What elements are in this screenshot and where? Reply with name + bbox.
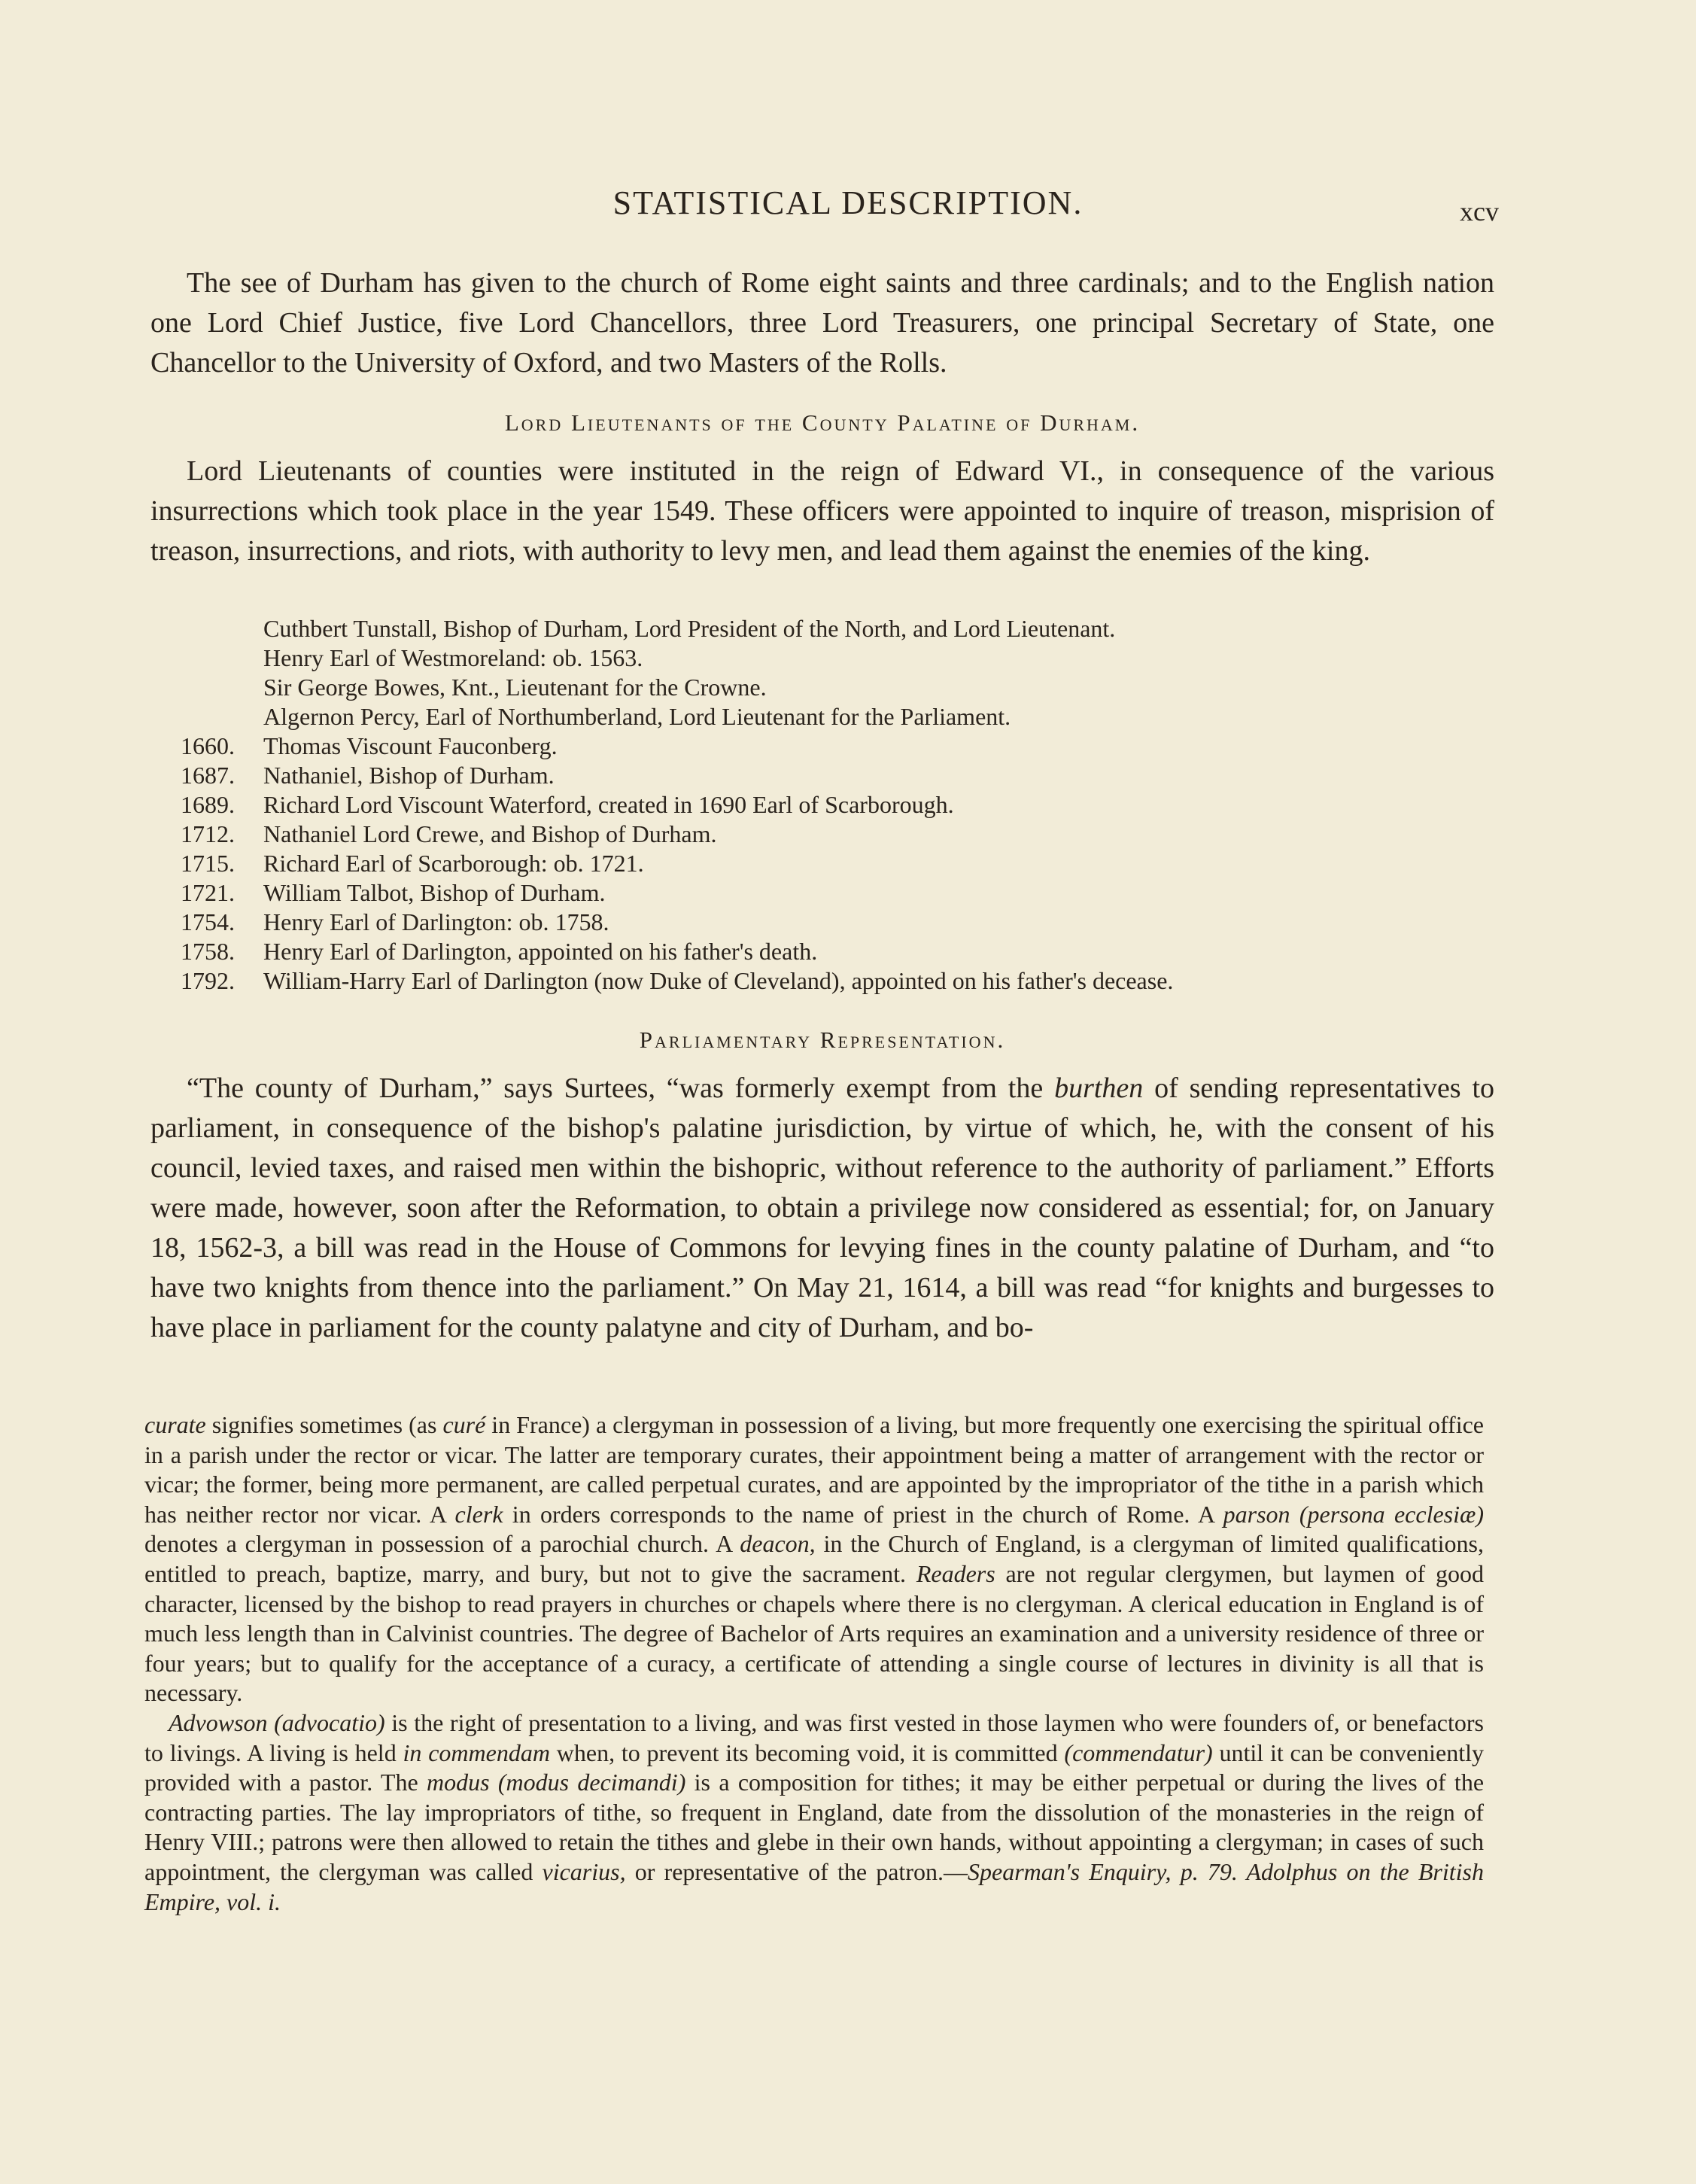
- intro-paragraph: The see of Durham has given to the church of Rome eight saints and three cardinals; and to the English nation one Lord Chief Justice, five Lord Chancellors, three Lord Treasurers, one principal Secretary of State, one Chancellor to the University of Oxford, and two Masters of the Rolls.: [150, 267, 1494, 379]
- italic-term: modus (modus decimandi): [427, 1769, 686, 1796]
- italic-term: in commendam: [403, 1738, 550, 1766]
- list-item: [181, 849, 1490, 878]
- intro-section: [150, 263, 1494, 383]
- italic-term: Readers: [916, 1559, 995, 1587]
- list-item: [181, 966, 1490, 996]
- parliamentary-heading-wrap: [150, 1027, 1494, 1054]
- list-year: 1792.: [181, 967, 235, 994]
- list-text: Henry Earl of Darlington, appointed on his father's death.: [263, 938, 818, 965]
- italic-term: burthen: [1054, 1072, 1144, 1104]
- citation: Spearman's Enquiry, p. 79. Adolphus on the British Empire, vol. i.: [144, 1857, 1485, 1915]
- list-year: 1660.: [181, 732, 235, 759]
- list-year: 1758.: [181, 938, 235, 965]
- italic-term: curate: [144, 1411, 206, 1438]
- list-item: [181, 878, 1490, 908]
- text-run: signifies sometimes (as: [205, 1411, 443, 1438]
- text-run: are not regular clergymen, but laymen of good character, licensed by the bishop to read prayers in churches or chapels where there is no clergyman. A clerical education in England is of much less length than in Calvinist countries. The degree of Bachelor of Arts requires an examination and a university residence of three or four years; but to qualify for the acceptance of a curacy, a certificate of attending a single course of lectures in divinity is all that is necessary.: [144, 1559, 1485, 1707]
- list-text: Nathaniel Lord Crewe, and Bishop of Durham.: [263, 820, 717, 847]
- lieutenants-paragraph: Lord Lieutenants of counties were instituted in the reign of Edward VI., in consequence of the various insurrections which took place in the year 1549. These officers were appointed to inquire of treason, misprision of treason, insurrections, and riots, with authority to levy men, and lead them against the enemies of the king.: [150, 455, 1494, 567]
- italic-term: (commendatur): [1064, 1738, 1213, 1766]
- list-text: William-Harry Earl of Darlington (now Duke of Cleveland), appointed on his father's decease.: [263, 967, 1174, 994]
- list-year: 1754.: [181, 908, 235, 935]
- list-item: [181, 673, 1490, 702]
- text-run: denotes a clergyman in possession of a parochial church. A: [144, 1530, 740, 1558]
- text-run: is the right of presentation to a living, and was first vested in those laymen who were founders of, or benefactors to livings. A living is held: [144, 1708, 1485, 1766]
- page-header: [0, 178, 1696, 230]
- list-text: Cuthbert Tunstall, Bishop of Durham, Lord President of the North, and Lord Lieutenant.: [263, 615, 1116, 642]
- list-text: William Talbot, Bishop of Durham.: [263, 879, 606, 906]
- list-item: [181, 790, 1490, 820]
- italic-term: deacon,: [740, 1530, 816, 1558]
- italic-term: parson (persona ecclesiæ): [1223, 1500, 1485, 1528]
- text-run: in France) a clergyman in possession of a living, but more frequently one exercising the spiritual office in a parish under the rector or vicar. The latter are temporary curates, their appointment being a matter of arrangement with the rector or vicar; the former, being more permanent, are called perpetual curates, and are appointed by the impropriator of the tithe in a parish which has neither rector nor vicar. A: [144, 1411, 1485, 1528]
- list-year: 1689.: [181, 791, 235, 818]
- list-item: [181, 614, 1490, 643]
- running-title: STATISTICAL DESCRIPTION.: [612, 184, 1084, 221]
- lieutenants-intro: [150, 452, 1494, 571]
- list-year: 1715.: [181, 850, 235, 877]
- footnote-advowson: [144, 1708, 1484, 1917]
- list-text: Nathaniel, Bishop of Durham.: [263, 762, 555, 789]
- parliamentary-paragraph: [150, 1069, 1494, 1348]
- page-number: xcv: [1460, 196, 1499, 227]
- list-text: Richard Lord Viscount Waterford, created in 1690 Earl of Scarborough.: [263, 791, 954, 818]
- text-run: is a composition for tithes; it may be either perpetual or during the lives of the contracting parties. The lay impropriators of tithe, so frequent in England, date from the dissolution of the monasteries in the reign of Henry VIII.; patrons were then allowed to retain the tithes and glebe in their own hands, without appointing a clergyman; in cases of such appointment, the clergyman was called: [144, 1769, 1485, 1885]
- italic-term: Advowson (advocatio): [169, 1708, 385, 1736]
- list-year: 1712.: [181, 820, 235, 847]
- list-year: 1687.: [181, 762, 235, 789]
- list-item: [181, 937, 1490, 966]
- list-text: Algernon Percy, Earl of Northumberland, Lord Lieutenant for the Parliament.: [263, 703, 1011, 730]
- list-item: [181, 820, 1490, 849]
- parliamentary-heading: Parliamentary Representation.: [639, 1027, 1006, 1053]
- text-run: in orders corresponds to the name of priest in the church of Rome. A: [503, 1500, 1223, 1528]
- parliamentary-section: [150, 1069, 1494, 1348]
- list-text: Sir George Bowes, Knt., Lieutenant for the Crowne.: [263, 674, 767, 701]
- italic-term: curé: [442, 1411, 486, 1438]
- list-item: [181, 908, 1490, 937]
- list-text: Henry Earl of Westmoreland: ob. 1563.: [263, 644, 643, 671]
- list-text: Thomas Viscount Fauconberg.: [263, 732, 558, 759]
- italic-term: vicarius,: [542, 1857, 626, 1885]
- text-run: “The county of Durham,” says Surtees, “was formerly exempt from the: [187, 1072, 1055, 1104]
- list-item: [181, 761, 1490, 790]
- list-item: [181, 643, 1490, 673]
- footnote-curate: [144, 1410, 1484, 1708]
- lieutenants-heading-wrap: [150, 409, 1494, 436]
- lieutenants-list: [181, 614, 1490, 996]
- list-year: 1721.: [181, 879, 235, 906]
- text-run: in the Church of England, is a clergyman of limited qualifications, entitled to preach, baptize, marry, and bury, but not to give the sacrament.: [144, 1530, 1485, 1587]
- text-run: until it can be conveniently provided with a pastor. The: [144, 1738, 1485, 1796]
- text-run: or representative of the patron.—: [625, 1857, 968, 1885]
- text-run: of sending representatives to parliament, in consequence of the bishop's palatine jurisdiction, by virtue of which, he, with the consent of his council, levied taxes, and raised men within the bishopric, without reference to the authority of parliament.” Efforts were made, however, soon after the Reformation, to obtain a privilege now considered as essential; for, on January 18, 1562-3, a bill was read in the House of Commons for levying fines in the county palatine of Durham, and “to have two knights from thence into the parliament.” On May 21, 1614, a bill was read “for knights and burgesses to have place in parliament for the county palatyne and city of Durham, and bo-: [150, 1072, 1494, 1343]
- list-item: [181, 702, 1490, 732]
- text-run: when, to prevent its becoming void, it is committed: [549, 1738, 1065, 1766]
- lieutenants-heading: Lord Lieutenants of the County Palatine of Durham.: [504, 409, 1141, 436]
- italic-term: clerk: [454, 1500, 503, 1528]
- list-text: Richard Earl of Scarborough: ob. 1721.: [263, 850, 644, 877]
- footnotes: [144, 1410, 1484, 1917]
- list-text: Henry Earl of Darlington: ob. 1758.: [263, 908, 609, 935]
- list-item: [181, 732, 1490, 761]
